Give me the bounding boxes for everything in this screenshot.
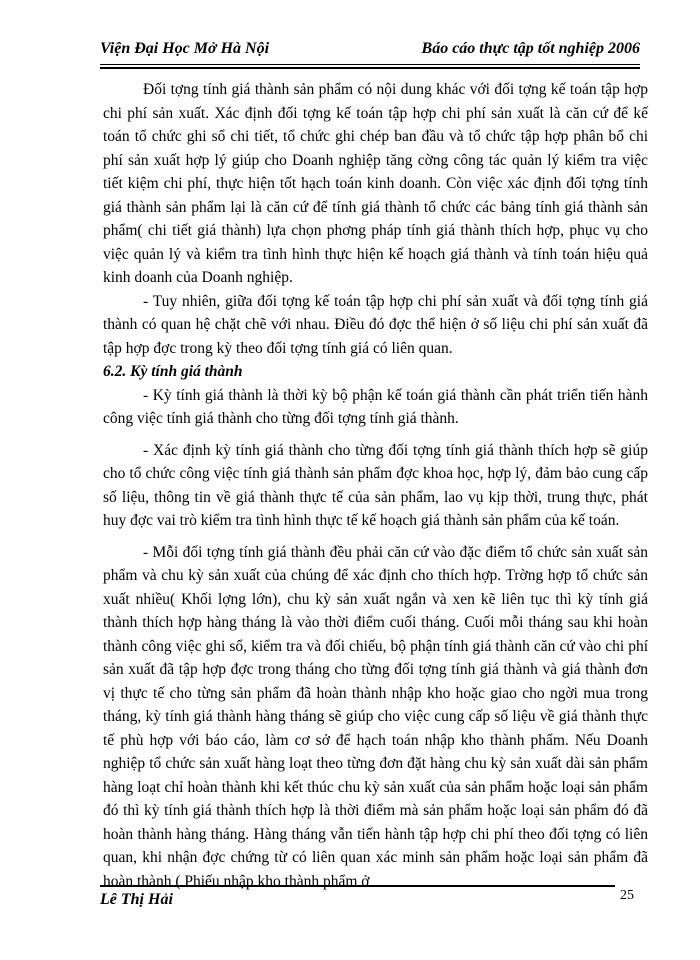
- footer-author: Lê Thị Hải: [100, 891, 173, 908]
- header-report-title: Báo cáo thực tập tốt nghiệp 2006: [421, 40, 640, 57]
- paragraph-2: - Tuy nhiên, giữa đối tợng kế toán tập hợp chi phí sản xuất và đối tợng tính giá thành có quan hệ chặt chẽ với nhau. Điều đó đợc thể hiện ở số liệu chi phí sản xuất đã tập hợp đợc trong kỳ theo đối tợng tính giá có liên quan.: [103, 292, 648, 357]
- paragraph-5: - Mỗi đối tợng tính giá thành đều phải căn cứ vào đặc điểm tổ chức sản xuất sản phẩm và chu kỳ sản xuất của chúng để xác định cho thích hợp. Trờng hợp tổ chức sản xuất nhiều( Khối lợng lớn), chu kỳ sản xuất ngắn và xen kẽ liên tục thì kỳ tính giá thành thích hợp hàng tháng là vào thời điểm cuối tháng. Cuối mỗi tháng sau khi hoàn thành công việc ghi sổ, kiểm tra và đối chiếu, bộ phận tính giá thành căn cứ vào chi phí sản xuất đã tập hợp đợc trong tháng cho từng đối tợng tính giá thành và giá thành đơn vị thực tế cho từng sản phẩm đã hoàn thành nhập kho hoặc giao cho ngời mua trong tháng, kỳ tính giá thành hàng tháng sẽ giúp cho việc cung cấp số liệu về giá thành thực tế phù hợp với báo cáo, làm cơ sở để hạch toán nhập kho thành phẩm. Nếu Doanh nghiệp tổ chức sản xuất hàng loạt theo từng đơn đặt hàng chu kỳ sản xuất dài sản phẩm hàng loạt chỉ hoàn thành khi kết thúc chu kỳ sản xuất của sản phẩm hoặc loại sản phẩm đó thì kỳ tính giá thành thích hợp là thời điểm mà sản phẩm hoặc loại sản phẩm đó đã hoàn thành hàng tháng. Hàng tháng vẫn tiến hành tập hợp chi phí theo đối tợng có liên quan, khi nhận đợc chứng từ có liên quan xác minh sản phẩm hoặc loại sản phẩm đã hoàn thành ( Phiếu nhập kho thành phẩm ở: [103, 543, 648, 890]
- paragraph-1: Đối tợng tính giá thành sản phẩm có nội dung khác với đối tợng kế toán tập hợp chi phí sản xuất. Xác định đối tợng kế toán tập hợp chi phí sản xuất là căn cứ để kế toán tổ chức ghi sổ chi tiết, tổ chức ghi chép ban đầu và tổ chức tập hợp phân bổ chi phí sản xuất hợp lý giúp cho Doanh nghiệp tăng cờng công tác quản lý kiểm tra việc tiết kiệm chi phí, thực hiện tốt hạch toán kinh doanh. Còn việc xác định đối tợng tính giá thành sản phẩm lại là căn cứ để tính giá thành tổ chức các bảng tính giá thành sản phẩm( chi tiết giá thành) lựa chọn phơng pháp tính giá thành thích hợp, phục vụ cho việc quản lý và kiểm tra tình hình thực hiện kế hoạch giá thành và tính toán hiệu quả kinh doanh của Doanh nghiệp.: [103, 81, 648, 286]
- footer-rule: [100, 885, 615, 887]
- section-heading: 6.2. Kỳ tính giá thành: [103, 363, 243, 380]
- document-body: [103, 78, 648, 893]
- page-header: [100, 40, 640, 62]
- header-institution: Viện Đại Học Mở Hà Nội: [100, 40, 270, 57]
- header-rule-thick: [100, 67, 640, 69]
- paragraph-4: - Xác định kỳ tính giá thành cho từng đối tợng tính giá thành thích hợp sẽ giúp cho tổ chức công việc tính giá thành sản phẩm đợc khoa học, hợp lý, đảm bảo cung cấp số liệu, thông tin về giá thành thực tế của sản phẩm, lao vụ kịp thời, trung thực, phát huy đợc vai trò kiểm tra tình hình thực tế kế hoạch giá thành sản phẩm của kế toán.: [103, 441, 648, 529]
- page-number: 25: [620, 888, 634, 903]
- paragraph-3: - Kỳ tính giá thành là thời kỳ bộ phận kế toán giá thành cần phát triển tiến hành công việc tính giá thành cho từng đối tợng tính giá thành.: [103, 386, 648, 427]
- header-rule: [100, 64, 640, 65]
